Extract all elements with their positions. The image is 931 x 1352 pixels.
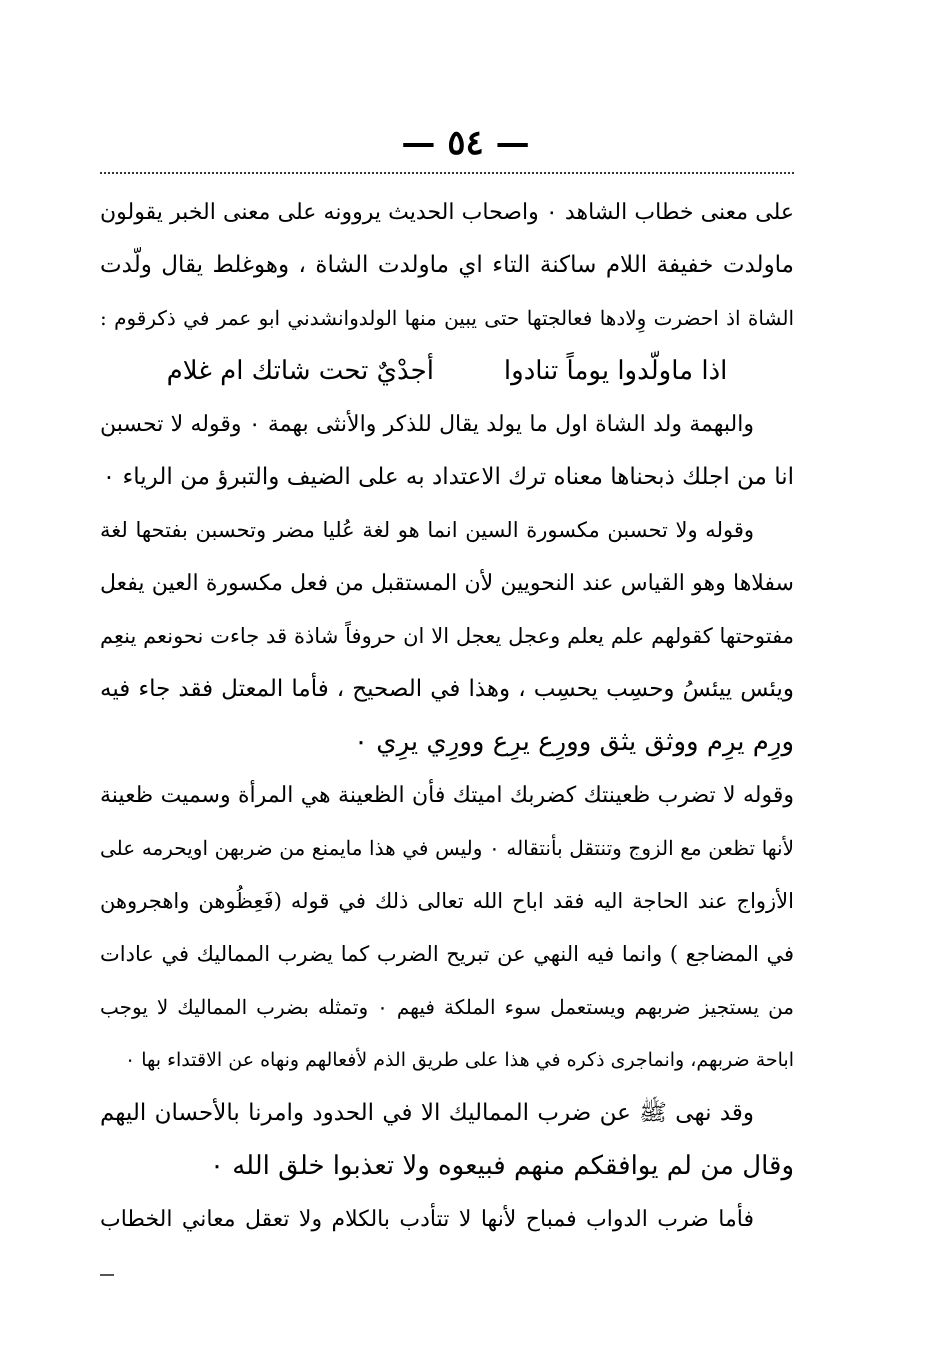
text-line: الشاة اذ احضرت وِلادها فعالجتها حتى يبين منها الولدوانشدني ابو عمر في ذكرقوم : [100, 306, 794, 330]
text-line: لأنها تظعن مع الزوج وتنتقل بأنتقاله ٠ وليس في هذا مايمنع من ضربهن اويحرمه على [100, 836, 794, 860]
catchword-mark [100, 1270, 114, 1276]
text-line: على معنى خطاب الشاهد ٠ واصحاب الحديث يروونه على معنى الخبر يقولون [100, 200, 794, 225]
text-line: اباحة ضربهم، وانماجرى ذكره في هذا على طريق الذم لأفعالهم ونهاه عن الاقتداء بها ٠ [124, 1049, 794, 1071]
text-line: سفلاها وهو القياس عند النحويين لأن المستقبل من فعل مكسورة العين يفعل [100, 571, 794, 596]
verse-second-hemistich: أجدْيٌ تحت شاتك ام غلام [166, 356, 434, 386]
text-line: وقوله ولا تحسبن مكسورة السين انما هو لغة عُليا مضر وتحسبن بفتحها لغة [100, 518, 754, 542]
text-line: وقد نهى ﷺ عن ضرب المماليك الا في الحدود وامرنا بالأحسان اليهم [100, 1100, 754, 1126]
body-text [100, 186, 794, 1246]
header-dotted-rule [100, 172, 794, 174]
text-line: والبهمة ولد الشاة اول ما يولد يقال للذكر والأنثى بهمة ٠ وقوله لا تحسبن [100, 412, 754, 437]
text-line: فأما ضرب الدواب فمباح لأنها لا تتأدب بالكلام ولا تعقل معاني الخطاب [100, 1207, 754, 1232]
page-number: — ٥٤ — [401, 123, 530, 163]
poetry-verse [100, 345, 794, 398]
text-line: انا من اجلك ذبحناها معناه ترك الاعتداد به على الضيف والتبرؤ من الرياء ٠ [102, 464, 794, 490]
text-line: وقال من لم يوافقكم منهم فبيعوه ولا تعذبوا خلق الله ٠ [209, 1151, 794, 1181]
text-line: من يستجيز ضربهم ويستعمل سوء الملكة فيهم ٠ وتمثله بضرب المماليك لا يوجب [100, 995, 794, 1019]
text-line: ورِم يرِم ووثق يثق وورِع يرِع وورِي يرِي ٠ [354, 727, 794, 757]
text-line: ويئس ييئسُ وحسِب يحسِب ، وهذا في الصحيح ، فأما المعتل فقد جاء فيه [100, 676, 794, 702]
text-line: ماولدت خفيفة اللام ساكنة التاء اي ماولدت الشاة ، وهوغلط يقال ولّدت [100, 252, 794, 278]
text-line: مفتوحتها كقولهم علم يعلم وعجل يعجل الا ان حروفاً شاذة قد جاءت نحونعم ينعِم [100, 624, 794, 648]
text-line: الأزواج عند الحاجة اليه فقد اباح الله تعالى ذلك في قوله (فَعِظُوهن واهجروهن [100, 889, 794, 913]
text-line: وقوله لا تضرب ظعينتك كضربك اميتك فأن الظعينة هي المرأة وسميت ظعينة [100, 783, 794, 808]
text-line: في المضاجع ) وانما فيه النهي عن تبريح الضرب كما يضرب المماليك في عادات [100, 942, 794, 966]
verse-first-hemistich: اذا ماولّدوا يوماً تنادوا [503, 356, 728, 386]
